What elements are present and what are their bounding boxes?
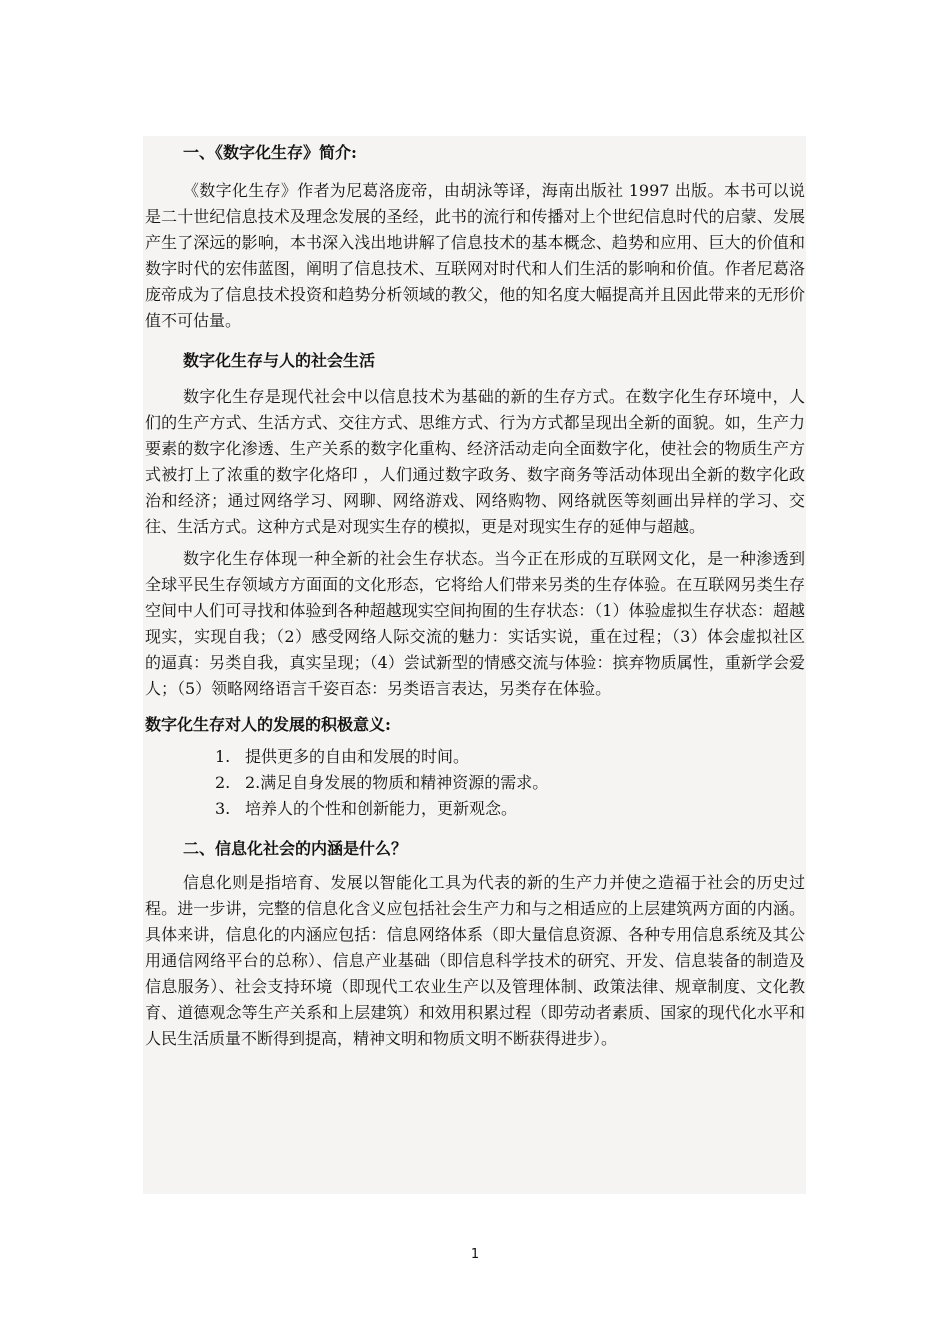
section-2-heading: 二、信息化社会的内涵是什么？ <box>183 839 408 858</box>
list-item-text: 提供更多的自由和发展的时间。 <box>245 747 470 766</box>
list-item <box>145 770 805 796</box>
list-item-number: 1. <box>215 747 231 766</box>
significance-list <box>145 744 805 822</box>
significance-heading: 数字化生存对人的发展的积极意义: <box>145 715 391 734</box>
social-life-paragraph-2: 数字化生存体现一种全新的社会生存状态。当今正在形成的互联网文化，是一种渗透到全球平民生存领域方方面面的文化形态，它将给人们带来另类的生存体验。在互联网另类生存空间中人们可寻找和体验到各种超越现实空间拘囿的生存状态：（1）体验虚拟生存状态：超越现实，实现自我；（2）感受网络人际交流的魅力：实话实说，重在过程；（3）体会虚拟社区的逼真：另类自我，真实呈现；（4）尝试新型的情感交流与体验：摈弃物质属性，重新学会爱人；（5）领略网络语言千姿百态：另类语言表达，另类存在体验。 <box>145 549 805 698</box>
list-item-number: 3. <box>215 799 231 818</box>
list-item-text: 2.满足自身发展的物质和精神资源的需求。 <box>245 773 549 792</box>
section-2-paragraph: 信息化则是指培育、发展以智能化工具为代表的新的生产力并使之造福于社会的历史过程。进一步讲，完整的信息化含义应包括社会生产力和与之相适应的上层建筑两方面的内涵。具体来讲，信息化的内涵应包括：信息网络体系（即大量信息资源、各种专用信息系统及其公用通信网络平台的总称）、信息产业基础（即信息科学技术的研究、开发、信息装备的制造及信息服务）、社会支持环境（即现代工农业生产以及管理体制、政策法律、规章制度、文化教育、道德观念等生产关系和上层建筑）和效用积累过程（即劳动者素质、国家的现代化水平和人民生活质量不断得到提高，精神文明和物质文明不断获得进步）。 <box>145 873 805 1048</box>
section-1-heading: 一、《数字化生存》简介: <box>183 143 357 162</box>
section-1-intro: 《数字化生存》作者为尼葛洛庞帝，由胡泳等译，海南出版社 1997 出版。本书可以说是二十世纪信息技术及理念发展的圣经，此书的流行和传播对上个世纪信息时代的启蒙、发展产生了深远的影响，本书深入浅出地讲解了信息技术的基本概念、趋势和应用、巨大的价值和数字时代的宏伟蓝图，阐明了信息技术、互联网对时代和人们生活的影响和价值。作者尼葛洛庞帝成为了信息技术投资和趋势分析领域的教父，他的知名度大幅提高并且因此带来的无形价值不可估量。 <box>145 181 805 330</box>
list-item <box>145 744 805 770</box>
page-number: 1 <box>470 1247 480 1262</box>
list-item-number: 2. <box>215 773 231 792</box>
list-item-text: 培养人的个性和创新能力，更新观念。 <box>245 799 518 818</box>
document-body <box>145 136 805 1052</box>
social-life-heading: 数字化生存与人的社会生活 <box>183 351 376 370</box>
list-item <box>145 796 805 822</box>
social-life-paragraph-1: 数字化生存是现代社会中以信息技术为基础的新的生存方式。在数字化生存环境中，人们的生产方式、生活方式、交往方式、思维方式、行为方式都呈现出全新的面貌。如，生产力要素的数字化渗透、生产关系的数字化重构、经济活动走向全面数字化，使社会的物质生产方式被打上了浓重的数字化烙印 ，人们通过数字政务、数字商务等活动体现出全新的数字化政治和经济；通过网络学习、网聊、网络游戏、网络购物、网络就医等刻画出异样的学习、交往、生活方式。这种方式是对现实生存的模拟，更是对现实生存的延伸与超越。 <box>145 387 805 536</box>
